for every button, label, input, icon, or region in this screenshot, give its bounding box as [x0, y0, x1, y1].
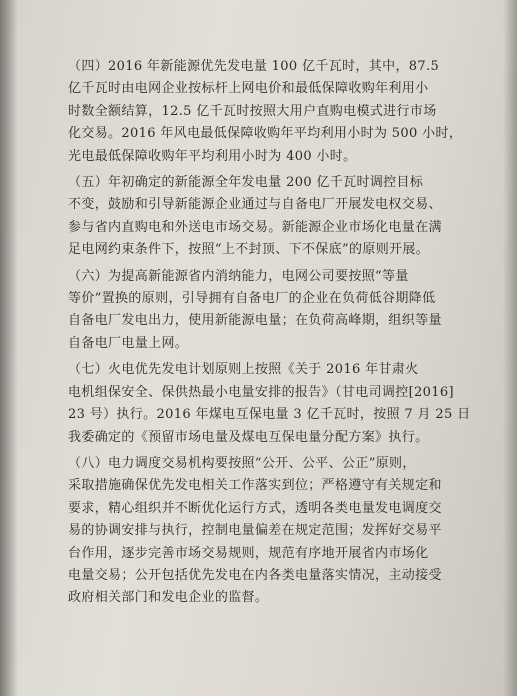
paragraph-item-5 [68, 172, 497, 262]
text-line: 电量交易；公开包括优先发电在内各类电量落实情况，主动接受 [68, 567, 442, 583]
text-line: 参与省内直购电和外送电市场交易。新能源企业市场化电量在满 [68, 219, 442, 235]
paragraph-item-8 [68, 453, 497, 610]
paragraph-item-7 [68, 359, 497, 449]
text-line: 化交易。2016 年风电最低保障收购年平均利用小时为 500 小时， [68, 126, 463, 142]
text-line: 自备电厂电量上网。 [68, 335, 189, 351]
text-line: 时数全额结算，12.5 亿千瓦时按照大用户直购电模式进行市场 [68, 103, 437, 119]
text-line: 等价”置换的原则，引导拥有自备电厂的企业在负荷低谷期降低 [68, 291, 436, 307]
text-line: 电机组保安全、保供热最小电量安排的报告》（甘电司调控[2016] [68, 384, 454, 400]
text-line: 不变，鼓励和引导新能源企业通过与自备电厂开展发电权交易、 [68, 197, 442, 213]
text-line: 易的协调安排与执行，控制电量偏差在规定范围；发挥好交易平 [68, 523, 442, 539]
text-line: 亿千瓦时由电网企业按标杆上网电价和最低保障收购年利用小 [68, 81, 429, 97]
text-line: （七）火电优先发电计划原则上按照《关于 2016 年甘肃火 [68, 362, 419, 378]
text-line: 足电网约束条件下，按照“上不封顶、下不保底”的原则开展。 [68, 242, 430, 258]
paragraph-item-4 [68, 56, 497, 168]
text-line: 政府相关部门和发电企业的监督。 [68, 590, 269, 606]
text-line: 光电最低保障收购年平均利用小时为 400 小时。 [68, 148, 357, 164]
text-line: 台作用，逐步完善市场交易规则，规范有序地开展省内市场化 [68, 545, 429, 561]
document-body [68, 56, 497, 610]
text-line: 自备电厂发电出力，使用新能源电量；在负荷高峰期，组织等量 [68, 313, 442, 329]
text-line: （五）年初确定的新能源全年发电量 200 亿千瓦时调控目标 [68, 175, 424, 191]
text-line: （四）2016 年新能源优先发电量 100 亿千瓦时，其中，87.5 [68, 59, 440, 74]
paragraph-item-6 [68, 266, 497, 356]
text-line: 23 号）执行。2016 年煤电互保电量 3 亿千瓦时，按照 7 月 25 日 [68, 407, 471, 423]
text-line: 我委确定的《预留市场电量及煤电互保电量分配方案》执行。 [68, 429, 429, 445]
page-right-shadow [503, 0, 517, 696]
text-line: （八）电力调度交易机构要按照“公开、公平、公正”原则， [68, 455, 416, 471]
text-line: 要求，精心组织并不断优化运行方式，透明各类电量发电调度交 [68, 500, 442, 516]
text-line: （六）为提高新能源省内消纳能力，电网公司要按照“等量 [68, 268, 409, 284]
text-line: 采取措施确保优先发电相关工作落实到位；严格遵守有关规定和 [68, 478, 442, 494]
page-left-shadow [0, 0, 18, 696]
